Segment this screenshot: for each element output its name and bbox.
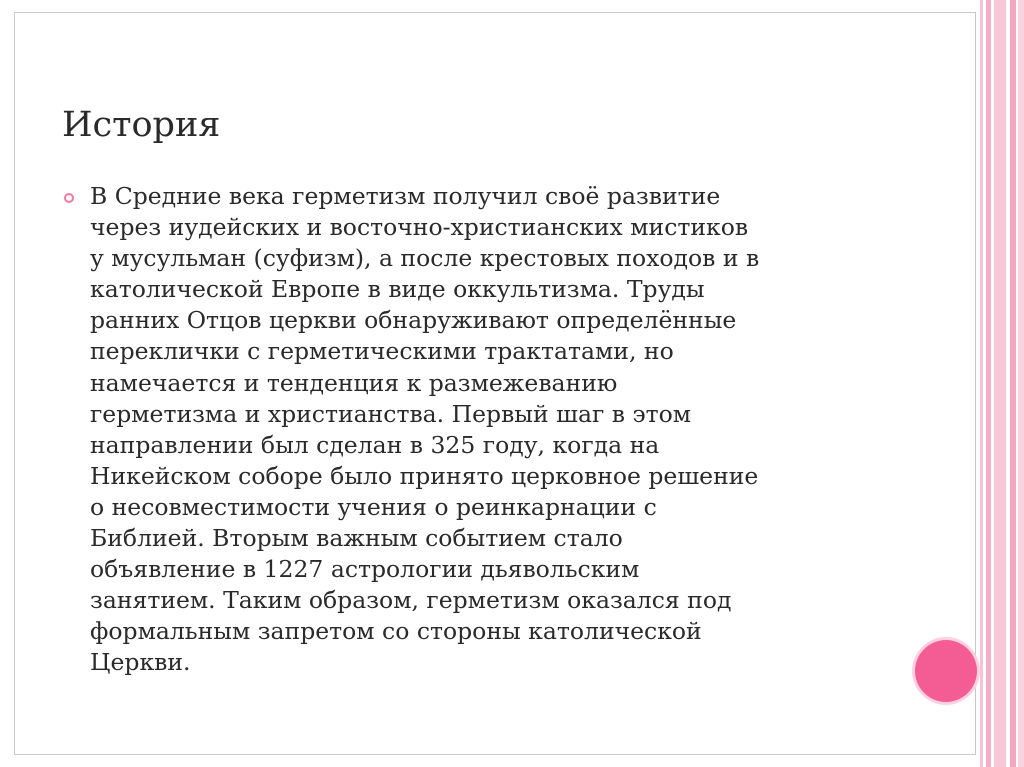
paragraph-line: о несовместимости учения о реинкарнации с xyxy=(90,492,657,521)
decorative-stripe xyxy=(986,0,991,767)
paragraph-line: герметизма и христианства. Первый шаг в этом xyxy=(90,399,692,428)
decorative-stripe xyxy=(980,0,983,767)
paragraph-line: католической Европе в виде оккультизма. Труды xyxy=(90,275,705,304)
paragraph-line: у мусульман (суфизм), а после крестовых походов и в xyxy=(90,244,760,273)
paragraph-line: переклички с герметическими трактатами, но xyxy=(90,337,674,366)
paragraph-line: объявление в 1227 астрологии дьявольским xyxy=(90,555,640,584)
hollow-circle-bullet-icon xyxy=(64,193,74,203)
paragraph-line: Никейском соборе было принято церковное решение xyxy=(90,461,759,490)
bullet-paragraph xyxy=(90,181,890,679)
paragraph-line: через иудейских и восточно-христианских мистиков xyxy=(90,213,749,242)
paragraph-line: Церкви. xyxy=(90,648,191,677)
paragraph-line: намечается и тенденция к размежеванию xyxy=(90,368,618,397)
paragraph-line: формальным запретом со стороны католической xyxy=(90,617,702,646)
paragraph-line: направлении был сделан в 325 году, когда на xyxy=(90,430,660,459)
paragraph-line: Библией. Вторым важным событием стало xyxy=(90,524,623,553)
paragraph-line: ранних Отцов церкви обнаруживают определённые xyxy=(90,306,737,335)
paragraph-line: В Средние века герметизм получил своё развитие xyxy=(90,182,721,210)
decorative-stripe xyxy=(1018,0,1024,767)
slide-title: История xyxy=(62,105,221,145)
paragraph-line: занятием. Таким образом, герметизм оказался под xyxy=(90,586,732,615)
decorative-stripe xyxy=(994,0,1006,767)
pink-circle-icon xyxy=(915,640,977,702)
decorative-stripe xyxy=(1010,0,1016,767)
